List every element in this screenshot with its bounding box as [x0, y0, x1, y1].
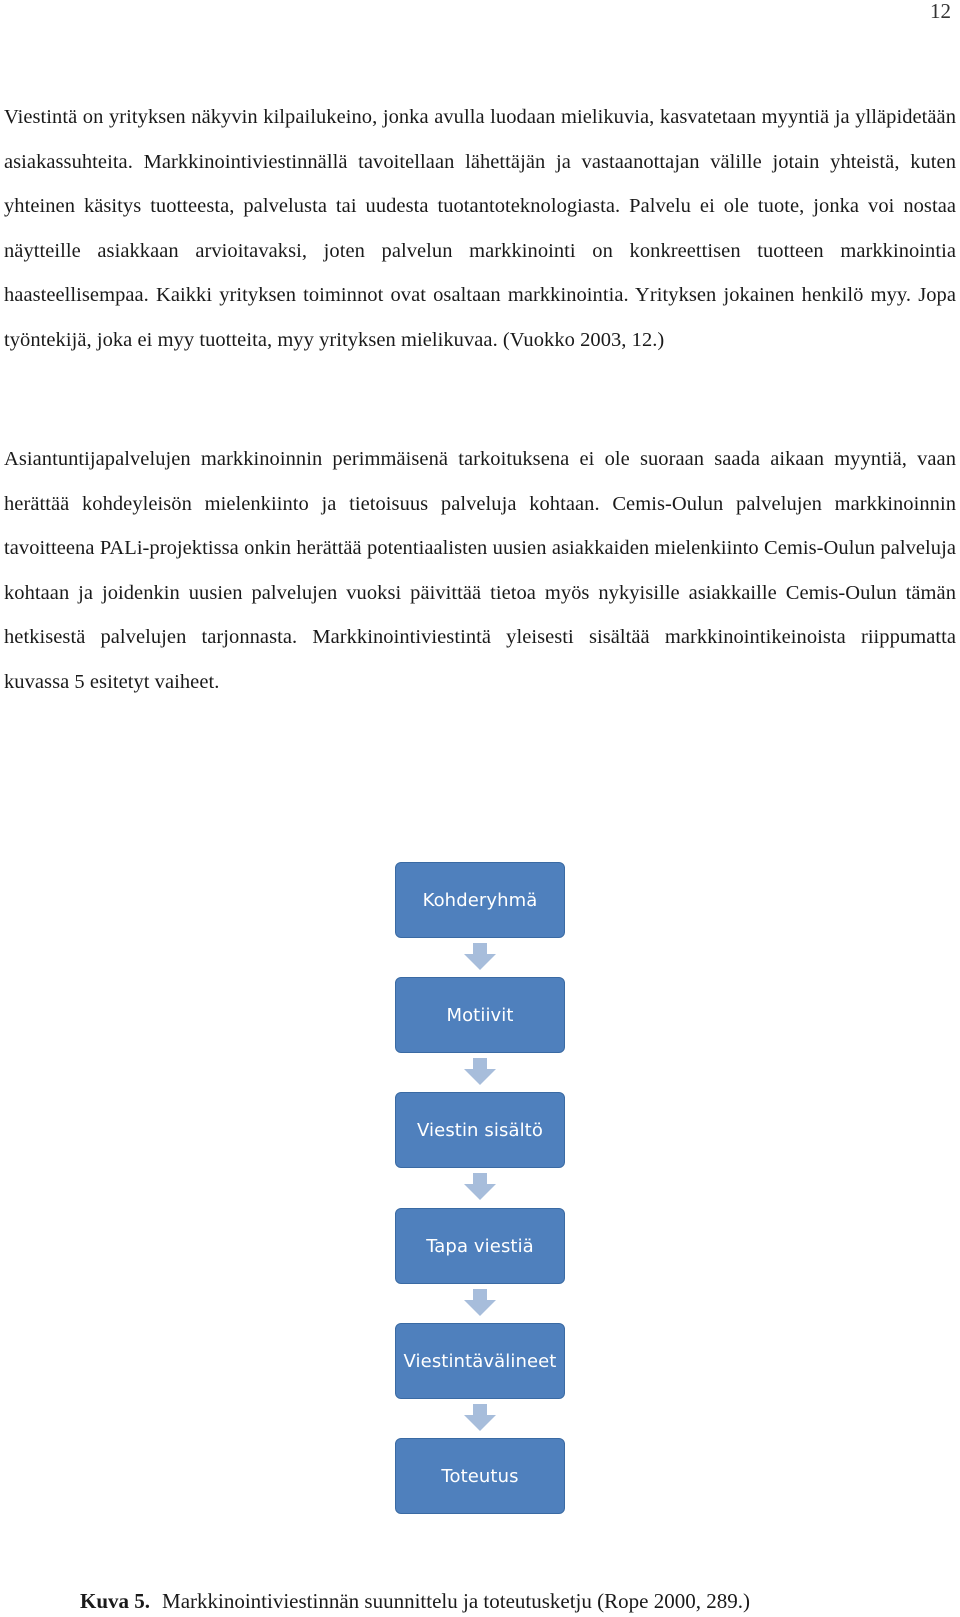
page-number: 12 — [930, 0, 951, 23]
flow-step-viestin-sisalto: Viestin sisältö — [395, 1092, 565, 1168]
down-arrow-icon — [462, 1289, 498, 1317]
flow-step-viestintavalineet: Viestintävälineet — [395, 1323, 565, 1399]
body-paragraph-1: Viestintä on yrityksen näkyvin kilpailukeino, jonka avulla luodaan mielikuvia, kasvatetaan myyntiä ja ylläpidetään asiakassuhteita. Markkinointiviestinnällä tavoitellaan lähettäjän ja vastaanottajan välille jotain yhteistä, kuten yhteinen käsitys tuotteesta, palvelusta tai uudesta tuotantoteknologiasta. Palvelu ei ole tuote, jonka voi nostaa näytteille asiakkaan arvioitavaksi, joten palvelun markkinointi on konkreettisen tuotteen markkinointia haasteellisempaa. Kaikki yrityksen toiminnot ovat osaltaan markkinointia. Yrityksen jokainen henkilö myy. Jopa työntekijä, joka ei myy tuotteita, myy yrityksen mielikuvaa. (Vuokko 2003, 12.) — [4, 106, 956, 351]
figure-caption-text: Markkinointiviestinnän suunnittelu ja toteutusketju (Rope 2000, 289.) — [162, 1589, 750, 1613]
body-paragraph-2: Asiantuntijapalvelujen markkinoinnin perimmäisenä tarkoituksena ei ole suoraan saada aikaan myyntiä, vaan herättää kohdeyleisön mielenkiinto ja tietoisuus palveluja kohtaan. Cemis-Oulun palvelujen markkinoinnin tavoitteena PALi-projektissa onkin herättää potentiaalisten uusien asiakkaiden mielenkiinto Cemis-Oulun palveluja kohtaan ja joidenkin uusien palvelujen vuoksi päivittää tietoa myös nykyisille asiakkaille Cemis-Oulun tämän hetkisestä palvelujen tarjonnasta. Markkinointiviestintä yleisesti sisältää markkinointikeinoista riippumatta kuvassa 5 esitetyt vaiheet. — [4, 448, 956, 693]
flow-step-motiivit: Motiivit — [395, 977, 565, 1053]
flow-step-kohderyhma: Kohderyhmä — [395, 862, 565, 938]
figure-caption-label: Kuva 5. — [80, 1589, 151, 1613]
down-arrow-icon — [462, 1058, 498, 1086]
flow-step-toteutus: Toteutus — [395, 1438, 565, 1514]
flow-step-tapa-viestia: Tapa viestiä — [395, 1208, 565, 1284]
down-arrow-icon — [462, 943, 498, 971]
down-arrow-icon — [462, 1404, 498, 1432]
figure-caption — [80, 1588, 750, 1614]
down-arrow-icon — [462, 1173, 498, 1201]
